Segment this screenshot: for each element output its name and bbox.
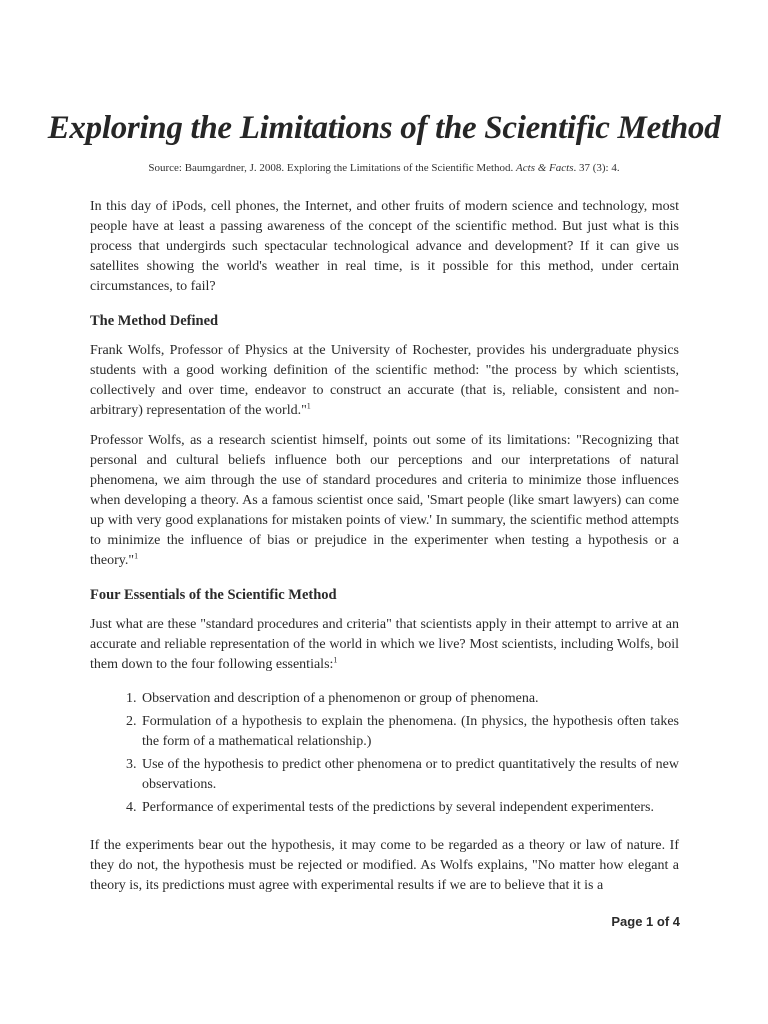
section-heading-method-defined: The Method Defined (90, 313, 219, 329)
footnote-ref: 1 (134, 551, 139, 561)
document-title: Exploring the Limitations of the Scientific Method (47, 110, 721, 146)
source-citation-suffix: . 37 (3): 4. (573, 162, 620, 174)
paragraph-text: Professor Wolfs, as a research scientist himself, points out some of its limitations: "Recognizing that personal and cultural beliefs influence both our perceptions and our interpretations of natural phenomena, we aim through the use of standard procedures and criteria to minimize those influences when developing a theory. As a famous scientist once said, 'Smart people (like smart lawyers) can come up with very good explanations for mistaken points of view.' In summary, the scientific method attempts to minimize the influence of bias or prejudice in the experimenter when testing a hypothesis or a theory." (90, 433, 679, 568)
list-item: 4. Performance of experimental tests of the predictions by several independent experimenters. (140, 798, 679, 818)
list-item: 3. Use of the hypothesis to predict other phenomena or to predict quantitatively the results of new observations. (140, 755, 679, 795)
page-number: Page 1 of 4 (611, 914, 680, 929)
source-citation-text: Source: Baumgardner, J. 2008. Exploring the Limitations of the Scientific Method. (148, 162, 517, 174)
list-item: 2. Formulation of a hypothesis to explain the phenomena. (In physics, the hypothesis often takes the form of a mathematical relationship.) (140, 712, 679, 752)
paragraph-essentials-intro (90, 615, 679, 675)
paragraph-definition (90, 341, 679, 421)
intro-paragraph: In this day of iPods, cell phones, the Internet, and other fruits of modern science and technology, most people have at least a passing awareness of the concept of the scientific method. But just what is this process that undergirds such spectacular technological advance and development? If it can give us satellites showing the world's weather in real time, is it possible for this method, under certain circumstances, to fail? (90, 199, 679, 294)
footnote-ref: 1 (306, 401, 311, 411)
essentials-list (90, 689, 679, 818)
section-heading-four-essentials: Four Essentials of the Scientific Method (90, 587, 337, 603)
paragraph-text: Frank Wolfs, Professor of Physics at the University of Rochester, provides his undergraduate physics students with a good working definition of the scientific method: "the process by which scientists, collectively and over time, endeavor to construct an accurate (that is, reliable, consistent and non-arbitrary) representation of the world." (90, 343, 679, 418)
source-journal: Acts & Facts (516, 162, 574, 174)
paragraph-limitations (90, 431, 679, 571)
list-item: 1. Observation and description of a phenomenon or group of phenomena. (140, 689, 679, 709)
paragraph-experiments: If the experiments bear out the hypothesis, it may come to be regarded as a theory or law of nature. If they do not, the hypothesis must be rejected or modified. As Wolfs explains, "No matter how elegant a theory is, its predictions must agree with experimental results if we are to believe that it is a (90, 838, 679, 893)
paragraph-text: Just what are these "standard procedures and criteria" that scientists apply in their attempt to arrive at an accurate and reliable representation of the world in which we live? Most scientists, including Wolfs, boil them down to the four following essentials: (90, 617, 679, 672)
source-citation (0, 162, 768, 174)
document-body (90, 197, 679, 906)
footnote-ref: 1 (333, 655, 338, 665)
